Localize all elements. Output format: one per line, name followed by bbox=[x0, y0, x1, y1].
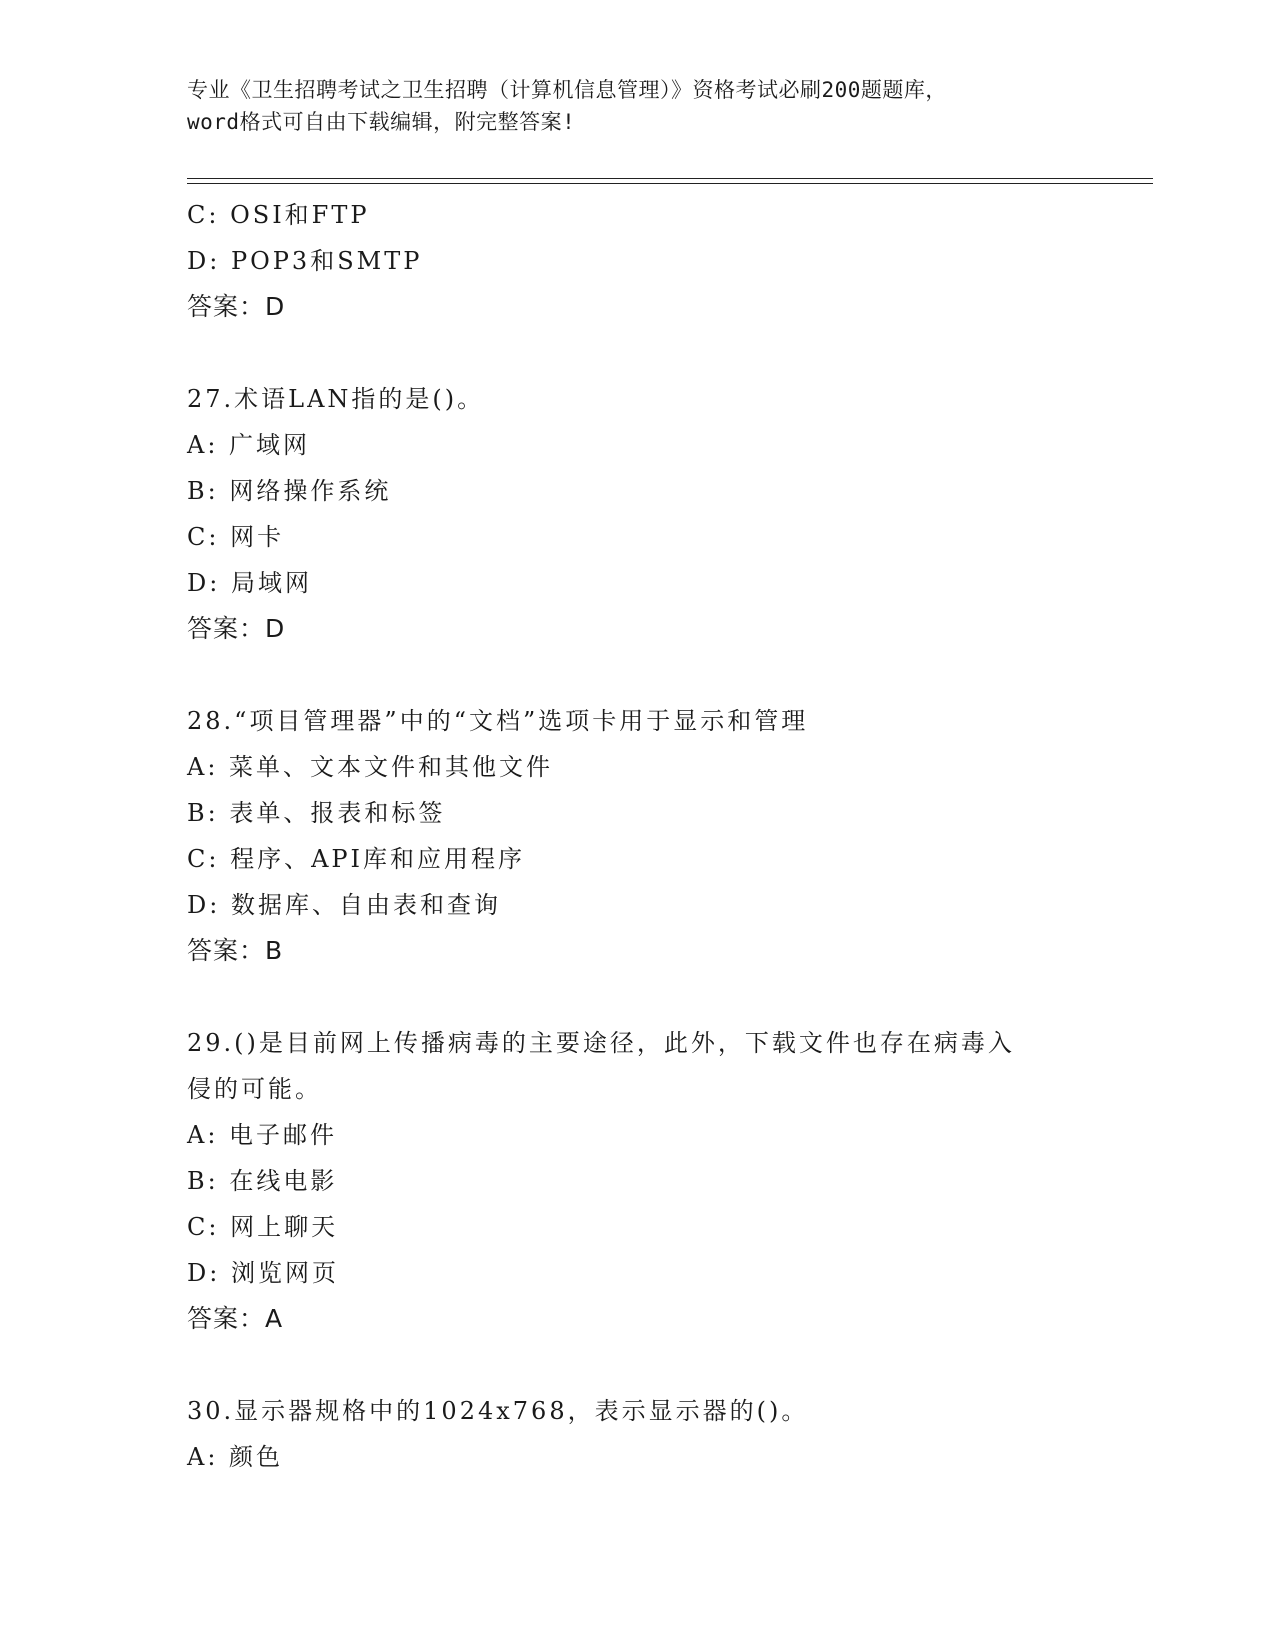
option-d: D: POP3和SMTP bbox=[187, 247, 423, 275]
question-26 bbox=[187, 192, 1087, 330]
option-a: A: 菜单、文本文件和其他文件 bbox=[187, 753, 554, 781]
option-d: D: 浏览网页 bbox=[187, 1259, 339, 1287]
question-text-line-2: 侵的可能。 bbox=[187, 1075, 322, 1103]
document-header bbox=[187, 74, 1087, 138]
option-b: B: 网络操作系统 bbox=[187, 477, 392, 505]
answer: 答案：D bbox=[187, 292, 286, 321]
question-list bbox=[187, 192, 1087, 1480]
question-27 bbox=[187, 376, 1087, 652]
option-c: C: OSI和FTP bbox=[187, 201, 370, 229]
header-line-2: word格式可自由下载编辑，附完整答案! bbox=[187, 110, 576, 134]
option-d: D: 局域网 bbox=[187, 569, 312, 597]
option-b: B: 在线电影 bbox=[187, 1167, 338, 1195]
header-rule-top bbox=[187, 178, 1153, 179]
option-c: C: 网上聊天 bbox=[187, 1213, 339, 1241]
question-text: 28.“项目管理器”中的“文档”选项卡用于显示和管理 bbox=[187, 707, 809, 735]
header-line-1: 专业《卫生招聘考试之卫生招聘（计算机信息管理）》资格考试必刷200题题库， bbox=[187, 78, 947, 102]
question-text: 30.显示器规格中的1024x768，表示显示器的()。 bbox=[187, 1397, 809, 1425]
question-text: 27.术语LAN指的是()。 bbox=[187, 385, 485, 413]
header-rule-bottom bbox=[187, 183, 1153, 184]
option-b: B: 表单、报表和标签 bbox=[187, 799, 446, 827]
option-a: A: 颜色 bbox=[187, 1443, 284, 1471]
option-c: C: 网卡 bbox=[187, 523, 285, 551]
option-c: C: 程序、API库和应用程序 bbox=[187, 845, 526, 873]
question-30 bbox=[187, 1388, 1087, 1480]
answer: 答案：A bbox=[187, 1304, 284, 1333]
option-a: A: 广域网 bbox=[187, 431, 311, 459]
answer: 答案：B bbox=[187, 936, 284, 965]
question-text-line-1: 29.()是目前网上传播病毒的主要途径，此外，下载文件也存在病毒入 bbox=[187, 1029, 1015, 1057]
question-28 bbox=[187, 698, 1087, 974]
question-29 bbox=[187, 1020, 1087, 1342]
option-a: A: 电子邮件 bbox=[187, 1121, 338, 1149]
option-d: D: 数据库、自由表和查询 bbox=[187, 891, 501, 919]
answer: 答案：D bbox=[187, 614, 286, 643]
